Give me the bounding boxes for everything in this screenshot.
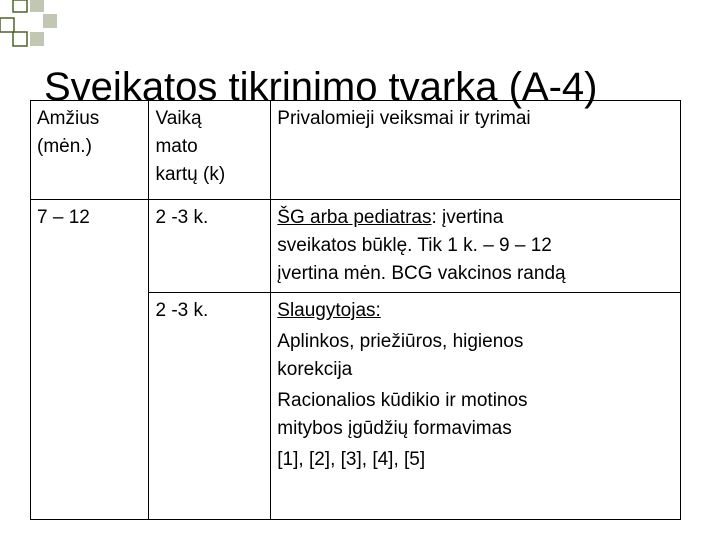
deco-square [13, 32, 27, 46]
cell-actions [271, 200, 681, 293]
actions-line: sveikatos būklę. Tik 1 k. – 9 – 12 [277, 235, 552, 256]
header-actions-label: Privalomieji veiksmai ir tyrimai [277, 108, 531, 129]
slide-title: Sveikatos tikrinimo tvarka (A-4) [44, 65, 598, 109]
decorative-squares [0, 0, 720, 70]
cell-visits [149, 200, 271, 293]
table-row [31, 200, 681, 293]
header-visits [149, 101, 271, 200]
deco-square [0, 18, 14, 32]
inspection-table [30, 100, 681, 520]
table-header-row [31, 101, 681, 200]
actions-line: įvertina mėn. BCG vakcinos randą [277, 263, 566, 284]
actions-line: [1], [2], [3], [4], [5] [277, 449, 426, 470]
header-age-line: (mėn.) [37, 136, 92, 157]
visits-value: 2 -3 k. [155, 207, 209, 228]
deco-square [43, 14, 57, 28]
deco-square [13, 0, 27, 12]
cell-age [31, 200, 149, 520]
actions-line: Aplinkos, priežiūros, higienos [277, 331, 524, 352]
deco-square [30, 0, 44, 12]
header-actions [271, 101, 681, 200]
cell-actions [271, 293, 681, 520]
header-visits-line: kartų (k) [155, 164, 226, 185]
role-label: ŠG arba pediatras [277, 207, 432, 228]
deco-square [30, 32, 44, 46]
header-age-line: Amžius [37, 108, 100, 129]
header-visits-line: Vaiką [155, 108, 202, 129]
cell-visits [149, 293, 271, 520]
actions-text: : įvertina [431, 207, 504, 228]
actions-line: korekcija [277, 359, 353, 380]
role-label: Slaugytojas: [277, 300, 381, 321]
visits-value: 2 -3 k. [155, 300, 209, 321]
header-age [31, 101, 149, 200]
actions-line: mitybos įgūdžių formavimas [277, 418, 512, 439]
actions-first-line [277, 204, 674, 232]
header-visits-line: mato [155, 136, 198, 157]
actions-line: Racionalios kūdikio ir motinos [277, 390, 528, 411]
age-value: 7 – 12 [37, 207, 90, 228]
